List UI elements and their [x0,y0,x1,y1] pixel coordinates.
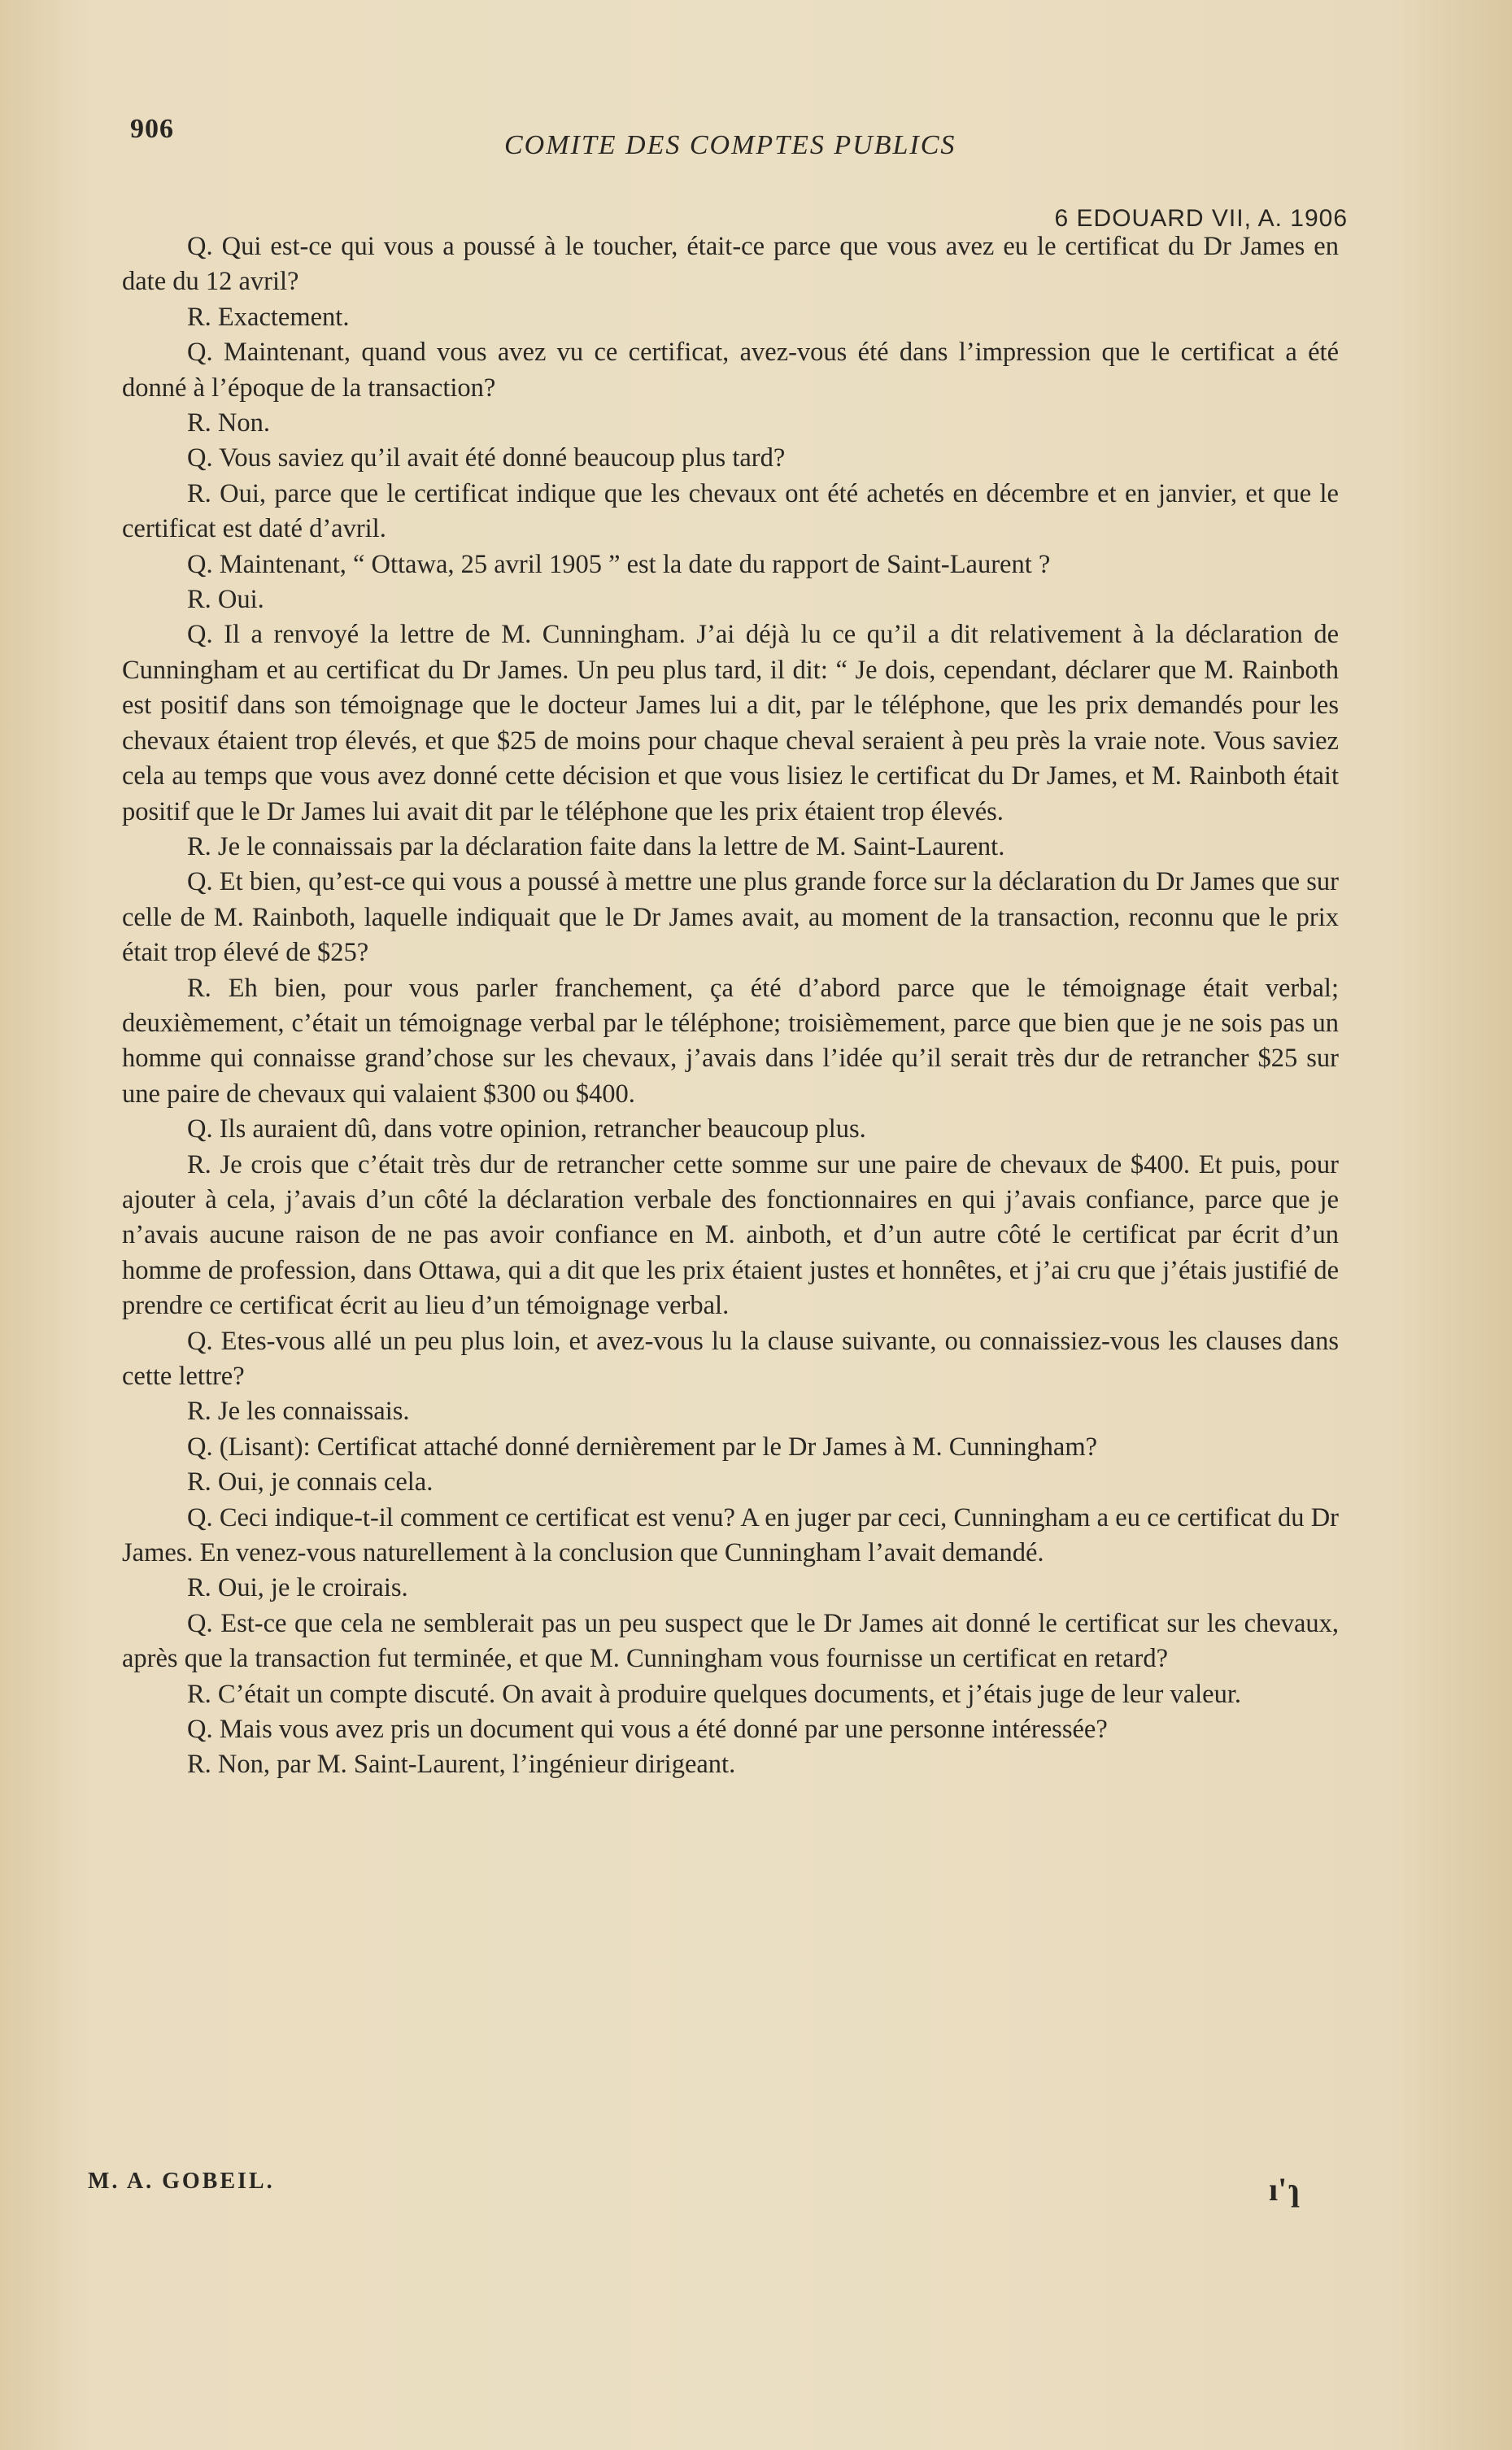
paragraph: Q. Ceci indique-t-il comment ce certificat est venu? A en juger par ceci, Cunningham a eu ce certificat du Dr James. En venez-vous naturellement à la conclusion que Cunningham l’avait demandé. [122,1502,1339,1568]
paragraph: Q. Maintenant, “ Ottawa, 25 avril 1905 ” est la date du rapport de Saint-Laurent ? [187,549,1051,579]
paragraph: Q. Est-ce que cela ne semblerait pas un peu suspect que le Dr James ait donné le certificat sur les chevaux, après que la transaction fut terminée, et que M. Cunningham vous fournisse un certificat en retard? [122,1608,1339,1674]
paragraph: R. Non, par M. Saint-Laurent, l’ingénieur dirigeant. [187,1750,736,1780]
transcript-body [122,229,1339,1783]
margin-mark: ı'ɿ [1269,2171,1301,2208]
running-title: COMITE DES COMPTES PUBLICS [504,130,956,160]
paragraph: Q. Vous saviez qu’il avait été donné beaucoup plus tard? [187,443,786,473]
paragraph: R. Je le connaissais par la déclaration faite dans la lettre de M. Saint-Laurent. [187,831,1005,861]
paragraph: R. Oui. [187,585,264,615]
paragraph: R. Exactement. [187,302,350,332]
signature-footer: M. A. GOBEIL. [88,2169,275,2194]
paragraph: R. Oui, parce que le certificat indique que les chevaux ont été achetés en décembre et en janvier, et que le certificat est daté d’avril. [122,478,1339,544]
paragraph: R. Je les connaissais. [187,1397,410,1427]
paragraph: Q. Ils auraient dû, dans votre opinion, retrancher beaucoup plus. [187,1114,866,1144]
paragraph: R. Oui, je connais cela. [187,1467,434,1497]
paragraph: Q. Etes-vous allé un peu plus loin, et avez-vous lu la clause suivante, ou connaissiez-vous les clauses dans cette lettre? [122,1326,1339,1391]
paragraph: R. Non. [187,408,271,438]
page-number: 906 [130,114,174,144]
paragraph: R. Eh bien, pour vous parler franchement, ça été d’abord parce que le témoignage était verbal; deuxièmement, c’était un témoignage verbal par le téléphone; troisièmement, parce que bien que je ne sois pas un homme qui connaisse grand’chose sur les chevaux, j’avais dans l’idée qu’il serait très dur de retrancher $25 sur une paire de chevaux qui valaient $300 ou $400. [122,973,1339,1109]
paragraph: Q. Il a renvoyé la lettre de M. Cunningham. J’ai déjà lu ce qu’il a dit relativement à la déclaration de Cunningham et au certificat du Dr James. Un peu plus tard, il dit: “ Je dois, cependant, déclarer que M. Rainboth est positif dans son témoignage que le docteur James lui a dit, par le téléphone, que les prix demandés pour les chevaux étaient trop élevés, et que $25 de moins pour chaque cheval seraient à peu près la vraie note. Vous saviez cela au temps que vous avez donné cette décision et que vous lisiez le certificat du Dr James, et M. Rainboth était positif que le Dr James lui avait dit par le téléphone que les prix étaient trop élevés. [122,620,1339,826]
paragraph: Q. Et bien, qu’est-ce qui vous a poussé à mettre une plus grande force sur la déclaration du Dr James que sur celle de M. Rainboth, laquelle indiquait que le Dr James avait, au moment de la transaction, reconnu que le prix était trop élevé de $25? [122,867,1339,968]
paragraph: Q. Maintenant, quand vous avez vu ce certificat, avez-vous été dans l’impression que le certificat a été donné à l’époque de la transaction? [122,338,1339,403]
session-heading: 6 EDOUARD VII, A. 1906 [1054,205,1348,232]
paragraph: Q. Mais vous avez pris un document qui vous a été donné par une personne intéressée? [187,1715,1108,1745]
paragraph: Q. (Lisant): Certificat attaché donné dernièrement par le Dr James à M. Cunningham? [187,1432,1098,1462]
paragraph: R. Oui, je le croirais. [187,1573,408,1603]
paragraph: R. Je crois que c’était très dur de retrancher cette somme sur une paire de chevaux de $400. Et puis, pour ajouter à cela, j’avais d’un côté la déclaration verbale des fonctionnaires en qui j’avais confiance, parce que je n’avais aucune raison de ne pas avoir confiance en M. ainboth, et d’un autre côté le certificat par écrit d’un homme de profession, dans Ottawa, qui a dit que les prix étaient justes et honnêtes, et j’ai cru que j’étais justifié de prendre ce certificat écrit au lieu d’un témoignage verbal. [122,1149,1339,1321]
paragraph: R. C’était un compte discuté. On avait à produire quelques documents, et j’étais juge de leur valeur. [187,1679,1242,1709]
paragraph: Q. Qui est-ce qui vous a poussé à le toucher, était-ce parce que vous avez eu le certificat du Dr James en date du 12 avril? [122,232,1339,297]
